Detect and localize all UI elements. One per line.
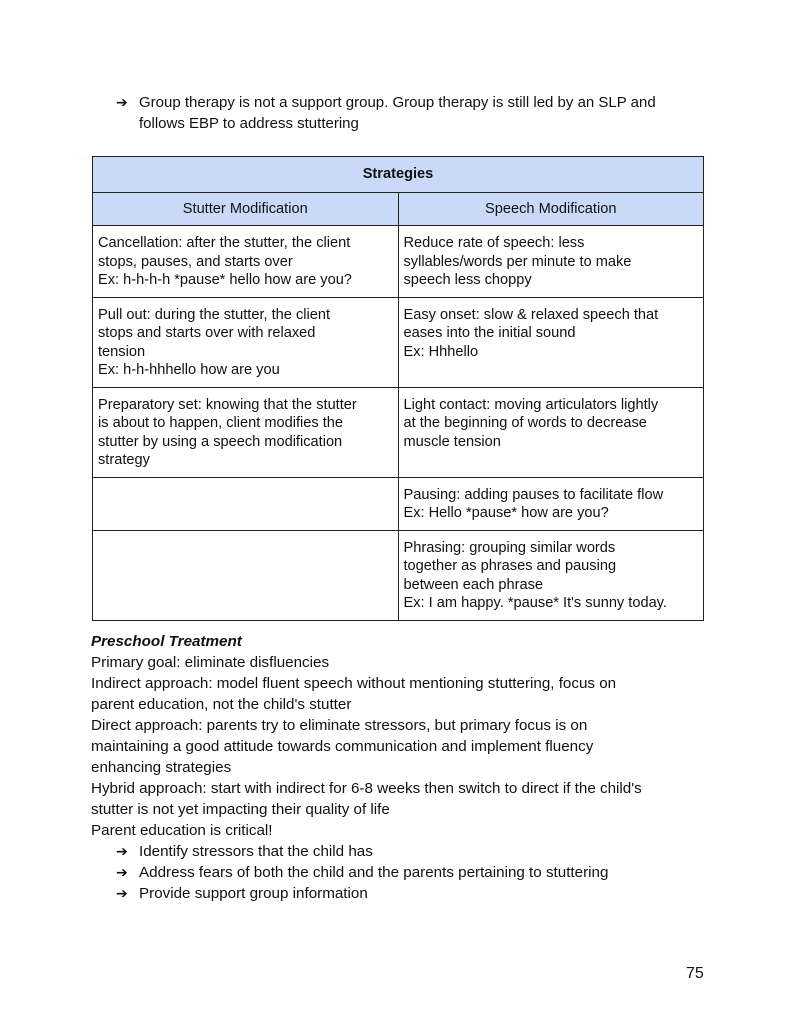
list-item: [91, 841, 711, 862]
table-cell: Light contact: moving articulators lightly at the beginning of words to decrease muscle tension: [398, 387, 704, 477]
preschool-section: [91, 631, 711, 904]
intro-bullet-text: Group therapy is not a support group. Group therapy is still led by an SLP and follows EBP to address stuttering: [139, 94, 656, 132]
table-cell: Preparatory set: knowing that the stutter is about to happen, client modifies the stutter by using a speech modification strategy: [93, 387, 399, 477]
arrow-bullet-icon: ➔: [116, 843, 128, 859]
table-cell: Pausing: adding pauses to facilitate flow Ex: Hello *pause* how are you?: [398, 477, 704, 530]
table-row: [93, 226, 704, 298]
list-item-text: Provide support group information: [139, 885, 368, 902]
paragraph: Hybrid approach: start with indirect for 6-8 weeks then switch to direct if the child's stutter is not yet impacting their quality of life: [91, 780, 642, 818]
table-cell: Reduce rate of speech: less syllables/words per minute to make speech less choppy: [398, 226, 704, 298]
intro-bullet: [116, 92, 656, 134]
arrow-bullet-icon: ➔: [116, 885, 128, 901]
table-cell: [93, 530, 399, 620]
table-cell: Phrasing: grouping similar words together as phrases and pausing between each phrase Ex: I am happy. *pause* It's sunny today.: [398, 530, 704, 620]
column-header: Speech Modification: [398, 192, 704, 226]
paragraph: Parent education is critical!: [91, 822, 273, 839]
arrow-bullet-icon: ➔: [116, 94, 128, 110]
table-row: [93, 297, 704, 387]
table-row: [93, 477, 704, 530]
table-cell: [93, 477, 399, 530]
arrow-bullet-icon: ➔: [116, 864, 128, 880]
paragraph: Direct approach: parents try to eliminate stressors, but primary focus is on maintaining a good attitude towards communication and implement fluency enhancing strategies: [91, 717, 594, 776]
table-title: Strategies: [93, 157, 704, 193]
strategies-table: [92, 156, 704, 621]
column-header: Stutter Modification: [93, 192, 399, 226]
page-number: 75: [686, 965, 704, 982]
list-item-text: Address fears of both the child and the parents pertaining to stuttering: [139, 864, 609, 881]
table-cell: Pull out: during the stutter, the client stops and starts over with relaxed tension Ex: h-h-hhhello how are you: [93, 297, 399, 387]
table-cell: Easy onset: slow & relaxed speech that eases into the initial sound Ex: Hhhello: [398, 297, 704, 387]
table-cell: Cancellation: after the stutter, the client stops, pauses, and starts over Ex: h-h-h-h *pause* hello how are you?: [93, 226, 399, 298]
section-heading: Preschool Treatment: [91, 633, 242, 650]
list-item-text: Identify stressors that the child has: [139, 843, 373, 860]
list-item: [91, 862, 711, 883]
table-row: [93, 530, 704, 620]
paragraph: Primary goal: eliminate disfluencies: [91, 654, 330, 671]
list-item: [91, 883, 711, 904]
paragraph: Indirect approach: model fluent speech without mentioning stuttering, focus on parent education, not the child's stutter: [91, 675, 617, 713]
table-row: [93, 387, 704, 477]
